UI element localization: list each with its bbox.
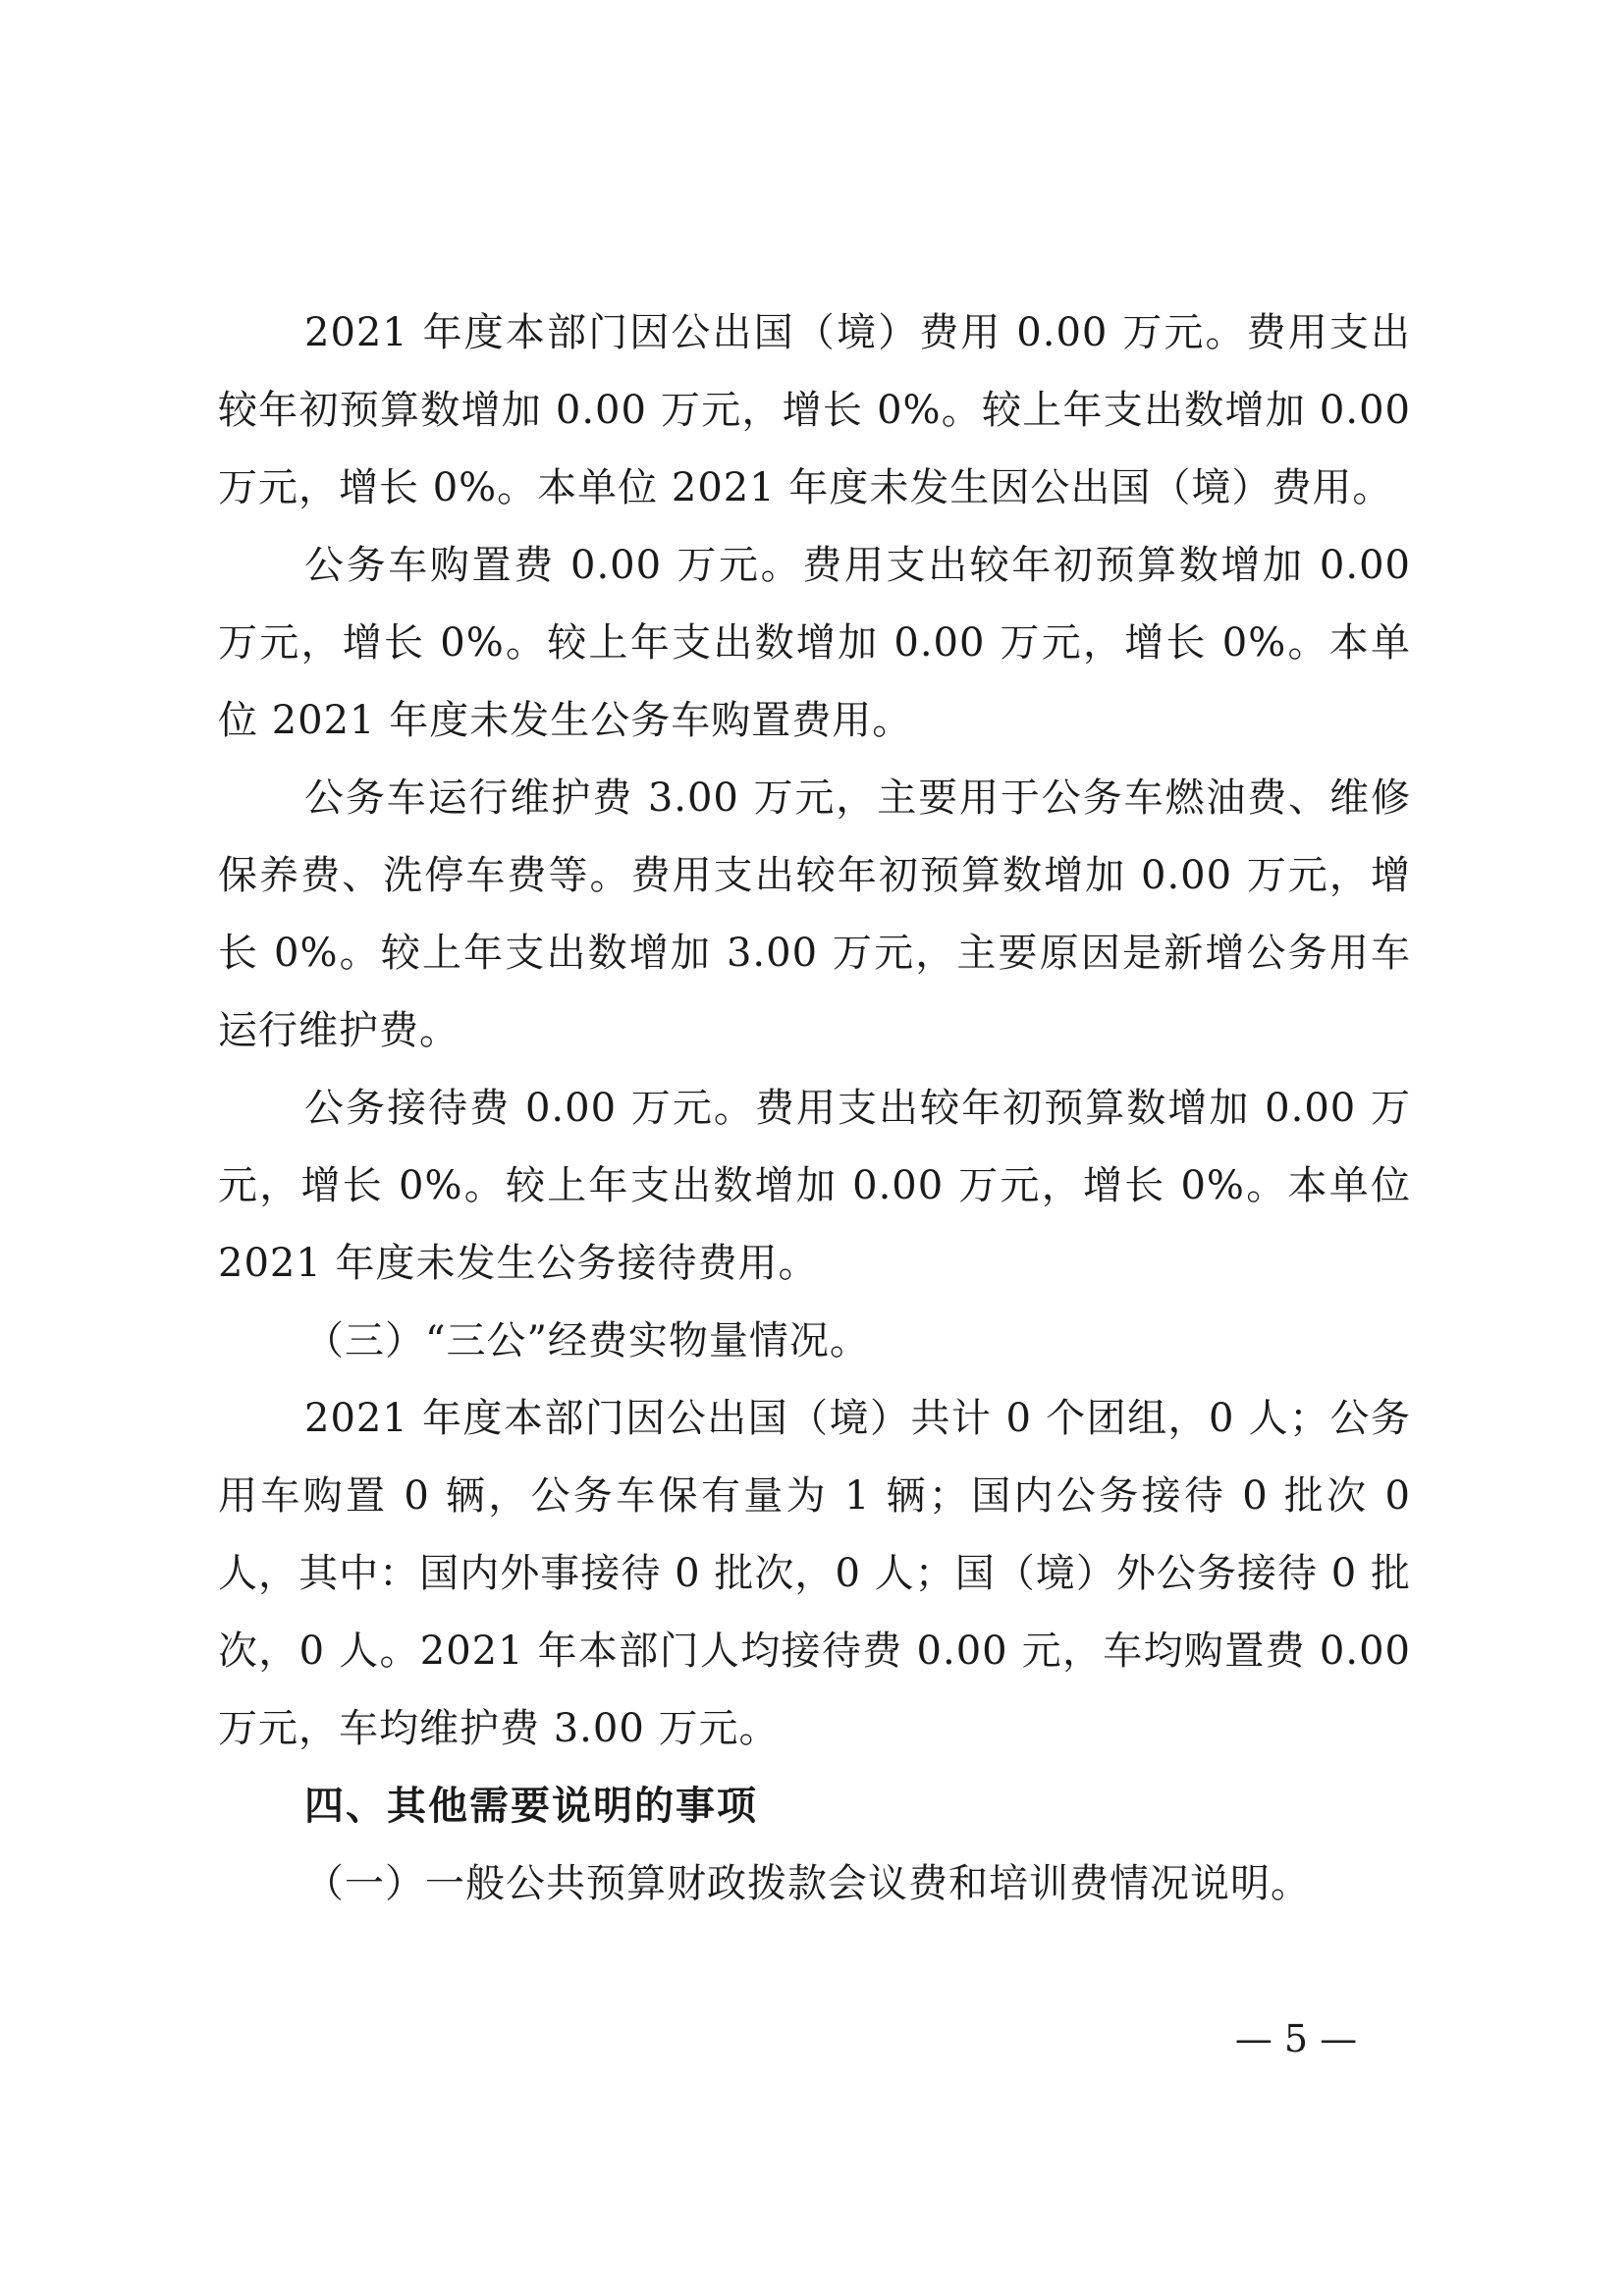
document-body [218, 294, 1411, 1923]
paragraph-subsection-three: （三）“三公”经费实物量情况。 [304, 1318, 870, 1363]
paragraph-vehicle-maintenance-expense: 公务车运行维护费 3.00 万元，主要用于公务车燃油费、维修保养费、洗停车费等。费用支出较年初预算数增加 0.00 万元，增长 0%。较上年支出数增加 3.00 万元，主要原因是新增公务用车运行维护费。 [218, 775, 1411, 1053]
page-number: — 5 — [1234, 2017, 1358, 2060]
paragraph-subsection-one: （一）一般公共预算财政拨款会议费和培训费情况说明。 [304, 1861, 1311, 1906]
section-heading-other-matters: 四、其他需要说明的事项 [304, 1784, 758, 1829]
paragraph-physical-quantities: 2021 年度本部门因公出国（境）共计 0 个团组，0 人；公务用车购置 0 辆，公务车保有量为 1 辆；国内公务接待 0 批次 0 人，其中：国内外事接待 0 批次，0 人；国（境）外公务接待 0 批次，0 人。2021 年本部门人均接待费 0.00 元，车均购置费 0.00 万元，车均维护费 3.00 万元。 [218, 1396, 1411, 1751]
paragraph-overseas-travel-expense: 2021 年度本部门因公出国（境）费用 0.00 万元。费用支出较年初预算数增加 0.00 万元，增长 0%。较上年支出数增加 0.00 万元，增长 0%。本单位 2021 年度未发生因公出国（境）费用。 [218, 310, 1411, 510]
paragraph-vehicle-purchase-expense: 公务车购置费 0.00 万元。费用支出较年初预算数增加 0.00 万元，增长 0%。较上年支出数增加 0.00 万元，增长 0%。本单位 2021 年度未发生公务车购置费用。 [218, 543, 1411, 743]
paragraph-reception-expense: 公务接待费 0.00 万元。费用支出较年初预算数增加 0.00 万元，增长 0%。较上年支出数增加 0.00 万元，增长 0%。本单位 2021 年度未发生公务接待费用。 [218, 1086, 1411, 1286]
